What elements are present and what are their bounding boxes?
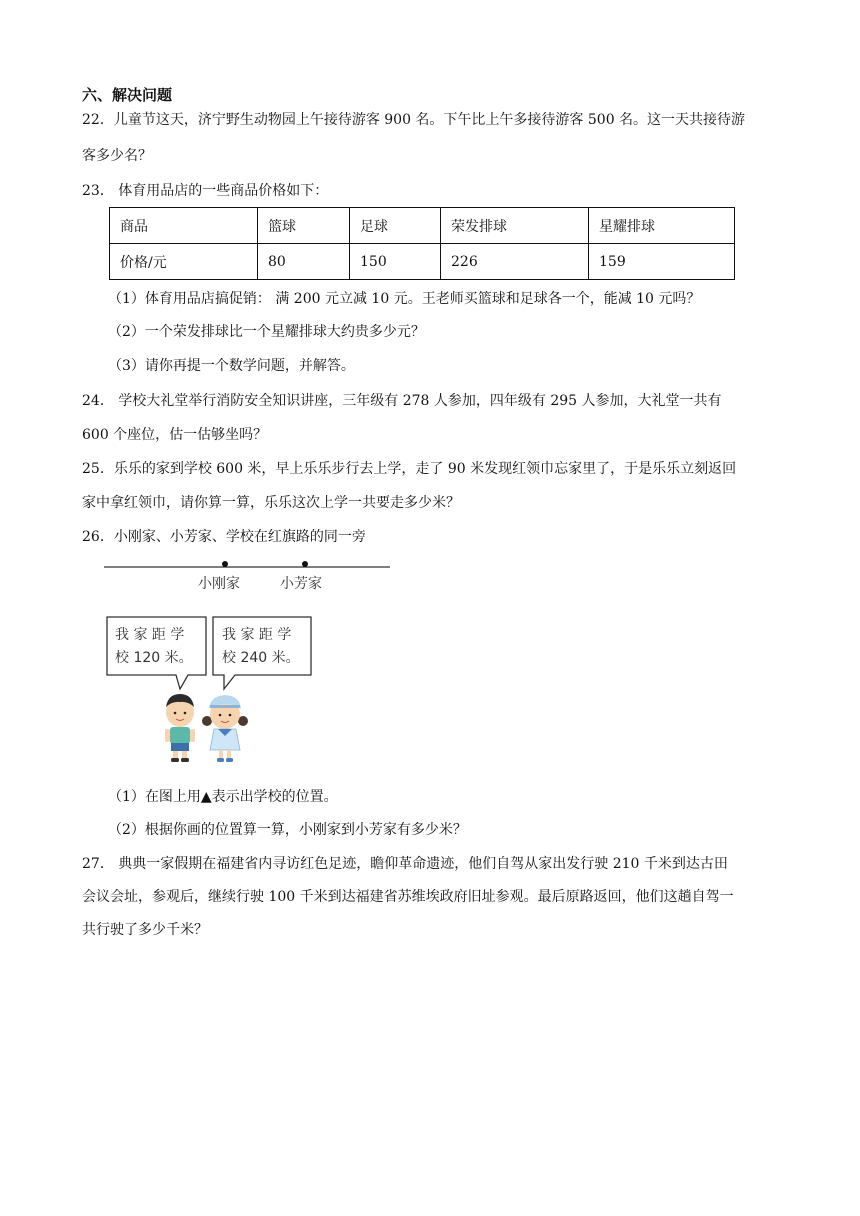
q25-line1: 25．乐乐的家到学校 600 米，早上乐乐步行去上学，走了 90 米发现红领巾忘家里了，于是乐乐立刻返回 [82, 461, 737, 477]
q26-sub2: （2）根据你画的位置算一算，小刚家到小芳家有多少米？ [108, 822, 467, 838]
q27-line2: 会议会址，参观后，继续行驶 100 千米到达福建省苏维埃政府旧址参观。最后原路返回，他们这趟自驾一 [82, 889, 734, 905]
table-cell: 150 [350, 244, 441, 280]
q23-sub2: （2）一个荣发排球比一个星耀排球大约贵多少元？ [108, 324, 425, 340]
q23-intro: 23． 体育用品店的一些商品价格如下： [82, 183, 329, 199]
table-row [110, 208, 735, 244]
xiaofang-home-label: 小芳家 [280, 576, 322, 592]
table-cell: 商品 [110, 208, 258, 244]
xiaofang-home-dot [302, 561, 308, 567]
q24-line1: 24． 学校大礼堂举行消防安全知识讲座，三年级有 278 人参加，四年级有 295 人参加，大礼堂一共有 [82, 393, 722, 409]
xiaogang-home-label: 小刚家 [198, 576, 240, 592]
q27-line1: 27． 典典一家假期在福建省内寻访红色足迹，瞻仰革命遗迹，他们自驾从家出发行驶 210 千米到达古田 [82, 856, 728, 872]
bubble-right-line2: 校 240 米。 [222, 650, 300, 666]
girl-figure [202, 695, 248, 762]
table-cell: 159 [589, 244, 735, 280]
table-cell: 80 [258, 244, 350, 280]
table-cell: 篮球 [258, 208, 350, 244]
table-cell: 价格/元 [110, 244, 258, 280]
road-diagram [100, 555, 400, 765]
bubble-right-line1: 我 家 距 学 [222, 627, 292, 643]
xiaogang-home-dot [222, 561, 228, 567]
boy-figure [165, 694, 195, 762]
table-cell: 226 [441, 244, 589, 280]
q22-line1: 22．儿童节这天，济宁野生动物园上午接待游客 900 名。下午比上午多接待游客 500 名。这一天共接待游 [82, 112, 746, 128]
q25-line2: 家中拿红领巾，请你算一算，乐乐这次上学一共要走多少米？ [82, 495, 460, 511]
price-table [109, 207, 735, 280]
bubble-left-line2: 校 120 米。 [115, 650, 193, 666]
table-row [110, 244, 735, 280]
table-cell: 足球 [350, 208, 441, 244]
table-cell: 荣发排球 [441, 208, 589, 244]
q27-line3: 共行驶了多少千米？ [82, 922, 208, 938]
q24-line2: 600 个座位，估一估够坐吗？ [82, 427, 268, 443]
bubble-left-line1: 我 家 距 学 [115, 627, 185, 643]
q26-sub1: （1）在图上用▲表示出学校的位置。 [108, 789, 338, 805]
q26-intro: 26．小刚家、小芳家、学校在红旗路的同一旁 [82, 529, 366, 545]
table-cell: 星耀排球 [589, 208, 735, 244]
section-title: 六、解决问题 [82, 86, 173, 104]
q23-sub1: （1）体育用品店搞促销： 满 200 元立减 10 元。王老师买篮球和足球各一个，能减 10 元吗？ [108, 291, 701, 307]
q23-sub3: （3）请你再提一个数学问题，并解答。 [108, 358, 355, 374]
q22-line2: 客多少名？ [82, 148, 152, 164]
